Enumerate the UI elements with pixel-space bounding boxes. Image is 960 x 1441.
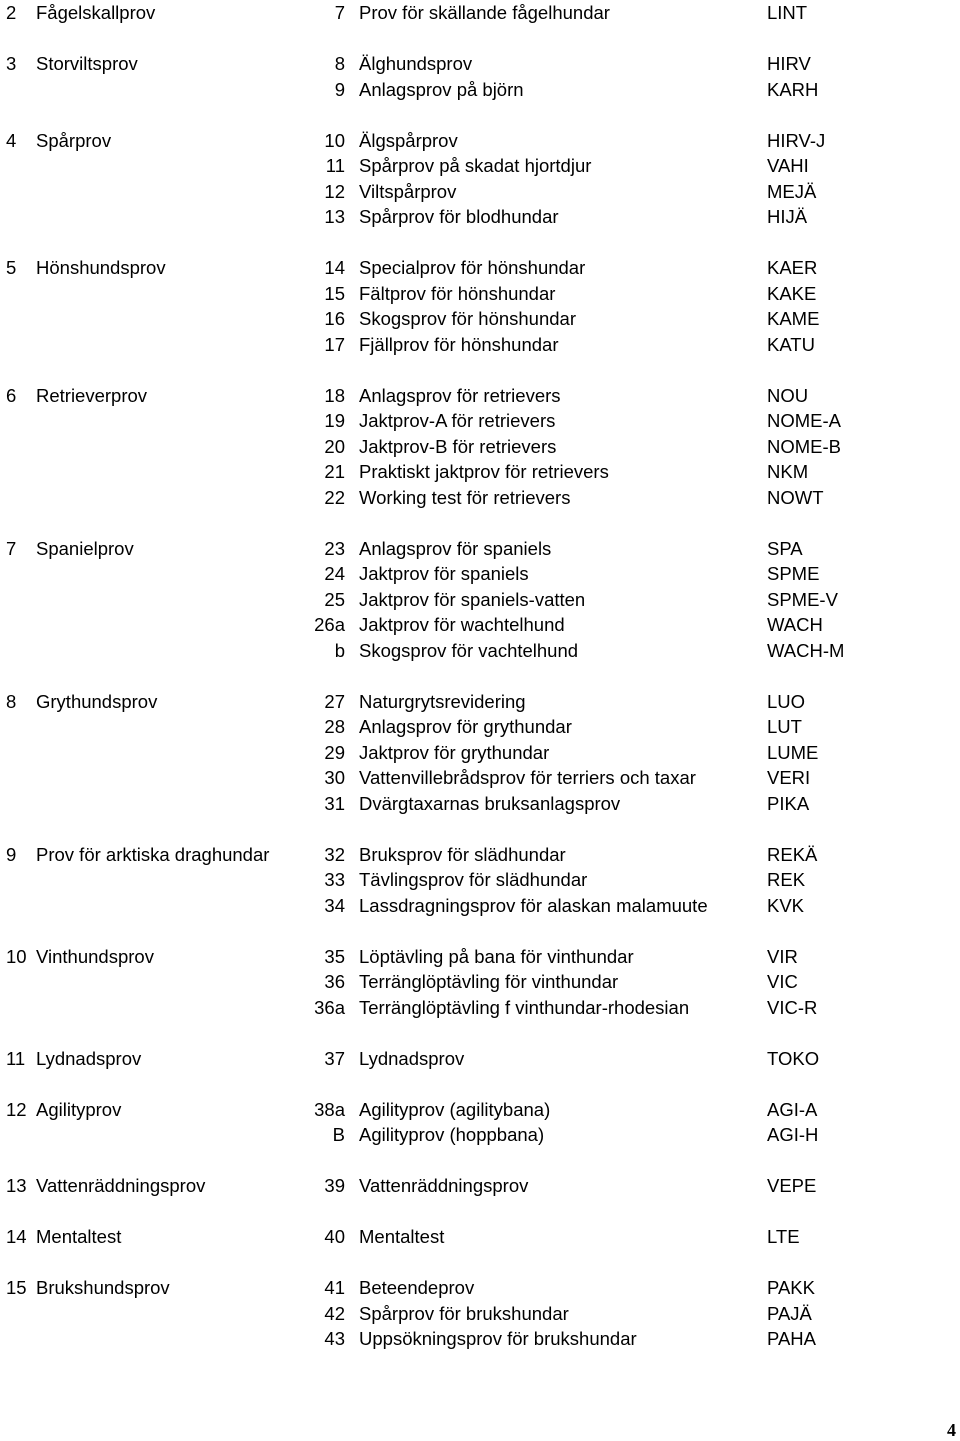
test-code: b	[334, 639, 345, 661]
group-name: Grythundsprov	[36, 690, 158, 712]
test-abbreviation: MEJÄ	[767, 180, 817, 202]
test-abbreviation: AGI-A	[767, 1098, 818, 1120]
table-row	[0, 561, 960, 586]
test-name: Spårprov för blodhundar	[359, 206, 559, 227]
test-name: Terrängl​öptävling f vinthundar-rhodesian	[359, 996, 690, 1018]
test-code: 34	[324, 894, 345, 916]
test-abbreviation: PIKA	[767, 792, 810, 814]
group-number: 11	[6, 1047, 26, 1069]
group-number: 10	[6, 945, 27, 967]
test-abbreviation: SPME	[767, 563, 820, 584]
group-number: 2	[6, 2, 17, 23]
test-name: Terrängl​öptävling för vinthundar	[359, 971, 619, 992]
group-number: 3	[6, 53, 17, 74]
table-row	[0, 995, 960, 1020]
test-code: 18	[324, 384, 345, 406]
group-name: Prov för arktiska draghundar	[36, 843, 270, 865]
group-name: Spanielprov	[36, 537, 134, 559]
test-abbreviation: LUO	[767, 690, 806, 712]
test-abbreviation: LUT	[767, 716, 802, 737]
table-row	[0, 893, 960, 918]
test-code: 21	[324, 461, 345, 482]
test-name: Älghundsprov	[359, 53, 473, 74]
table-row	[0, 1046, 960, 1071]
table-row	[0, 255, 960, 280]
test-code: 14	[324, 257, 345, 278]
test-code: 11	[325, 155, 345, 176]
test-name: Working test för retrievers	[359, 486, 571, 508]
group-name: Fågelskallprov	[36, 2, 156, 23]
group-name: Storviltsprov	[36, 53, 138, 74]
test-code: 19	[324, 410, 345, 431]
test-code: 20	[324, 435, 345, 457]
table-row	[0, 1301, 960, 1326]
table-row	[0, 485, 960, 510]
test-name: Jaktprov-A för retrievers	[359, 410, 556, 431]
table-row	[0, 434, 960, 459]
test-code: 35	[324, 945, 345, 967]
table-row	[0, 714, 960, 739]
group-number: 13	[6, 1175, 27, 1196]
table-row	[0, 1326, 960, 1351]
test-name: Anlagsprov på björn	[359, 78, 524, 100]
table-row	[0, 536, 960, 561]
group-number: 15	[6, 1277, 27, 1298]
table-row	[0, 1097, 960, 1122]
table-row	[0, 587, 960, 612]
group-name: Lydnadsprov	[36, 1047, 142, 1069]
test-code: 28	[324, 716, 345, 737]
test-name: Fjällprov för hönshundar	[359, 333, 559, 355]
test-name: Spårprov på skadat hjortdjur	[359, 155, 592, 176]
table-row	[0, 842, 960, 867]
table-row	[0, 689, 960, 714]
test-abbreviation: KAKE	[767, 282, 817, 304]
table-row	[0, 0, 960, 25]
test-code: 8	[334, 53, 345, 74]
test-name: Vattenvillebrådsprov för terriers och taxar	[359, 767, 696, 788]
group-number: 12	[6, 1098, 27, 1120]
table-row	[0, 332, 960, 357]
test-name: Dvärgtaxarnas bruksanlagsprov	[359, 792, 621, 814]
group-name: Hönshundsprov	[36, 257, 166, 278]
test-name: Anlagsprov för spaniels	[359, 537, 552, 559]
group-number: 4	[6, 129, 17, 151]
test-code: 39	[324, 1175, 345, 1196]
test-name: Lassdragningsprov för alaskan malamuute	[359, 894, 708, 916]
group-name: Spårprov	[36, 129, 112, 151]
group-number: 7	[6, 537, 17, 559]
table-row	[0, 969, 960, 994]
test-abbreviation: NKM	[767, 461, 809, 482]
test-abbreviation: NOME-B	[767, 435, 841, 457]
test-code: 33	[324, 869, 345, 890]
test-name: Skogsprov för hönshundar	[359, 308, 576, 329]
test-code: 9	[334, 78, 345, 100]
test-abbreviation: VAHI	[767, 155, 809, 176]
test-name: Anlagsprov för grythundar	[359, 716, 572, 737]
test-abbreviation: KAER	[767, 257, 818, 278]
group-number: 9	[6, 843, 17, 865]
test-abbreviation: WACH-M	[767, 639, 845, 661]
group-name: Vinthundsprov	[36, 945, 154, 967]
test-name: Viltspårprov	[359, 180, 457, 202]
test-code: 42	[324, 1302, 345, 1324]
test-code: 37	[324, 1047, 345, 1069]
test-name: Uppsökningsprov för brukshundar	[359, 1328, 637, 1349]
table-row	[0, 1122, 960, 1147]
test-abbreviation: TOKO	[767, 1047, 820, 1069]
test-code: 38a	[314, 1098, 345, 1120]
table-row	[0, 791, 960, 816]
test-code: 17	[324, 333, 345, 355]
test-abbreviation: NOWT	[767, 486, 824, 508]
test-code: 27	[324, 690, 345, 712]
table-row	[0, 281, 960, 306]
test-abbreviation: HIRV-J	[767, 129, 826, 151]
test-abbreviation: AGI-H	[767, 1124, 819, 1145]
test-code: 43	[324, 1328, 345, 1349]
test-name: Jaktprov-B för retrievers	[359, 435, 557, 457]
test-abbreviation: LUME	[767, 741, 819, 763]
test-abbreviation: WACH	[767, 614, 823, 635]
table-row	[0, 944, 960, 969]
test-abbreviation: VIC-R	[767, 996, 818, 1018]
test-name: Beteendeprov	[359, 1277, 475, 1298]
test-code: 36	[324, 971, 345, 992]
test-name: Specialprov för hönshundar	[359, 257, 586, 278]
table-row	[0, 77, 960, 102]
test-abbreviation: VEPE	[767, 1175, 817, 1196]
table-row	[0, 867, 960, 892]
test-code: 36a	[314, 996, 345, 1018]
table-row	[0, 638, 960, 663]
test-abbreviation: HIJÄ	[767, 206, 808, 227]
group-name: Mentaltest	[36, 1226, 122, 1247]
test-abbreviation: SPME-V	[767, 588, 838, 610]
test-code: 32	[324, 843, 345, 865]
test-abbreviation: HIRV	[767, 53, 811, 74]
test-abbreviation: KAME	[767, 308, 820, 329]
table-row	[0, 383, 960, 408]
test-code: 24	[324, 563, 345, 584]
test-name: Praktiskt jaktprov för retrievers	[359, 461, 609, 482]
table-row	[0, 128, 960, 153]
test-abbreviation: NOME-A	[767, 410, 841, 431]
test-code: 22	[324, 486, 345, 508]
test-code: 26a	[314, 614, 345, 635]
group-number: 6	[6, 384, 17, 406]
test-code: 10	[324, 129, 345, 151]
group-name: Vattenräddningsprov	[36, 1175, 206, 1196]
group-name: Retrieverprov	[36, 384, 148, 406]
test-abbreviation: SPA	[767, 537, 803, 559]
test-name: Bruksprov för slädhundar	[359, 843, 566, 865]
table-row	[0, 1173, 960, 1198]
group-name: Agilityprov	[36, 1098, 122, 1120]
test-abbreviation: KATU	[767, 333, 815, 355]
test-abbreviation: KARH	[767, 78, 819, 100]
test-code: 7	[334, 2, 345, 23]
test-abbreviation: PAKK	[767, 1277, 815, 1298]
test-abbreviation: LINT	[767, 2, 808, 23]
test-code: 12	[324, 180, 345, 202]
test-code: 16	[324, 308, 345, 329]
table-row	[0, 204, 960, 229]
test-name: Skogsprov för vachtelhund	[359, 639, 579, 661]
test-abbreviation: REK	[767, 869, 806, 890]
group-number: 5	[6, 257, 17, 278]
test-abbreviation: PAJÄ	[767, 1302, 812, 1324]
test-code: 25	[324, 588, 345, 610]
group-number: 14	[6, 1226, 27, 1247]
table-row	[0, 153, 960, 178]
test-name: Fältprov för hönshundar	[359, 282, 556, 304]
table-row	[0, 612, 960, 637]
test-name: Jaktprov för spaniels-vatten	[359, 588, 586, 610]
test-code: 31	[324, 792, 345, 814]
test-name: Prov för skällande fågelhundar	[359, 2, 610, 23]
test-code: 13	[324, 206, 345, 227]
test-name: Agilityprov (agilitybana)	[359, 1098, 551, 1120]
test-abbreviation: NOU	[767, 384, 809, 406]
group-name: Brukshundsprov	[36, 1277, 170, 1298]
table-row	[0, 51, 960, 76]
test-name: Mentaltest	[359, 1226, 445, 1247]
test-name: Spårprov för brukshundar	[359, 1302, 569, 1324]
table-row	[0, 408, 960, 433]
test-abbreviation: KVK	[767, 894, 805, 916]
table-row	[0, 765, 960, 790]
test-code: 15	[324, 282, 345, 304]
test-name: Naturgrytsrevidering	[359, 690, 526, 712]
page-number: 4	[947, 1420, 956, 1440]
test-name: Vattenräddningsprov	[359, 1175, 529, 1196]
test-abbreviation: VIC	[767, 971, 798, 992]
test-abbreviation: VIR	[767, 945, 798, 967]
test-name: Agilityprov (hoppbana)	[359, 1124, 545, 1145]
test-code: 41	[324, 1277, 345, 1298]
test-code: 30	[324, 767, 345, 788]
table-row	[0, 306, 960, 331]
test-abbreviation: VERI	[767, 767, 811, 788]
table-row	[0, 740, 960, 765]
test-name: Tävlingsprov för slädhundar	[359, 869, 588, 890]
test-name: Lydnadsprov	[359, 1047, 465, 1069]
test-name: Anlagsprov för retrievers	[359, 384, 561, 406]
test-code: 40	[324, 1226, 345, 1247]
test-name: Jaktprov för grythundar	[359, 741, 550, 763]
table-row	[0, 1275, 960, 1300]
test-abbreviation: PAHA	[767, 1328, 817, 1349]
test-name: Löptävling på bana för vinthundar	[359, 945, 634, 967]
test-abbreviation: LTE	[767, 1226, 800, 1247]
test-code: B	[332, 1124, 345, 1145]
test-code: 29	[324, 741, 345, 763]
test-name: Jaktprov för spaniels	[359, 563, 529, 584]
table-row	[0, 459, 960, 484]
test-name: Jaktprov för wachtelhund	[359, 614, 565, 635]
group-number: 8	[6, 690, 17, 712]
table-row	[0, 179, 960, 204]
test-abbreviation: REKÄ	[767, 843, 818, 865]
table-row	[0, 1224, 960, 1249]
test-name: Älgspårprov	[359, 129, 458, 151]
test-code: 23	[324, 537, 345, 559]
